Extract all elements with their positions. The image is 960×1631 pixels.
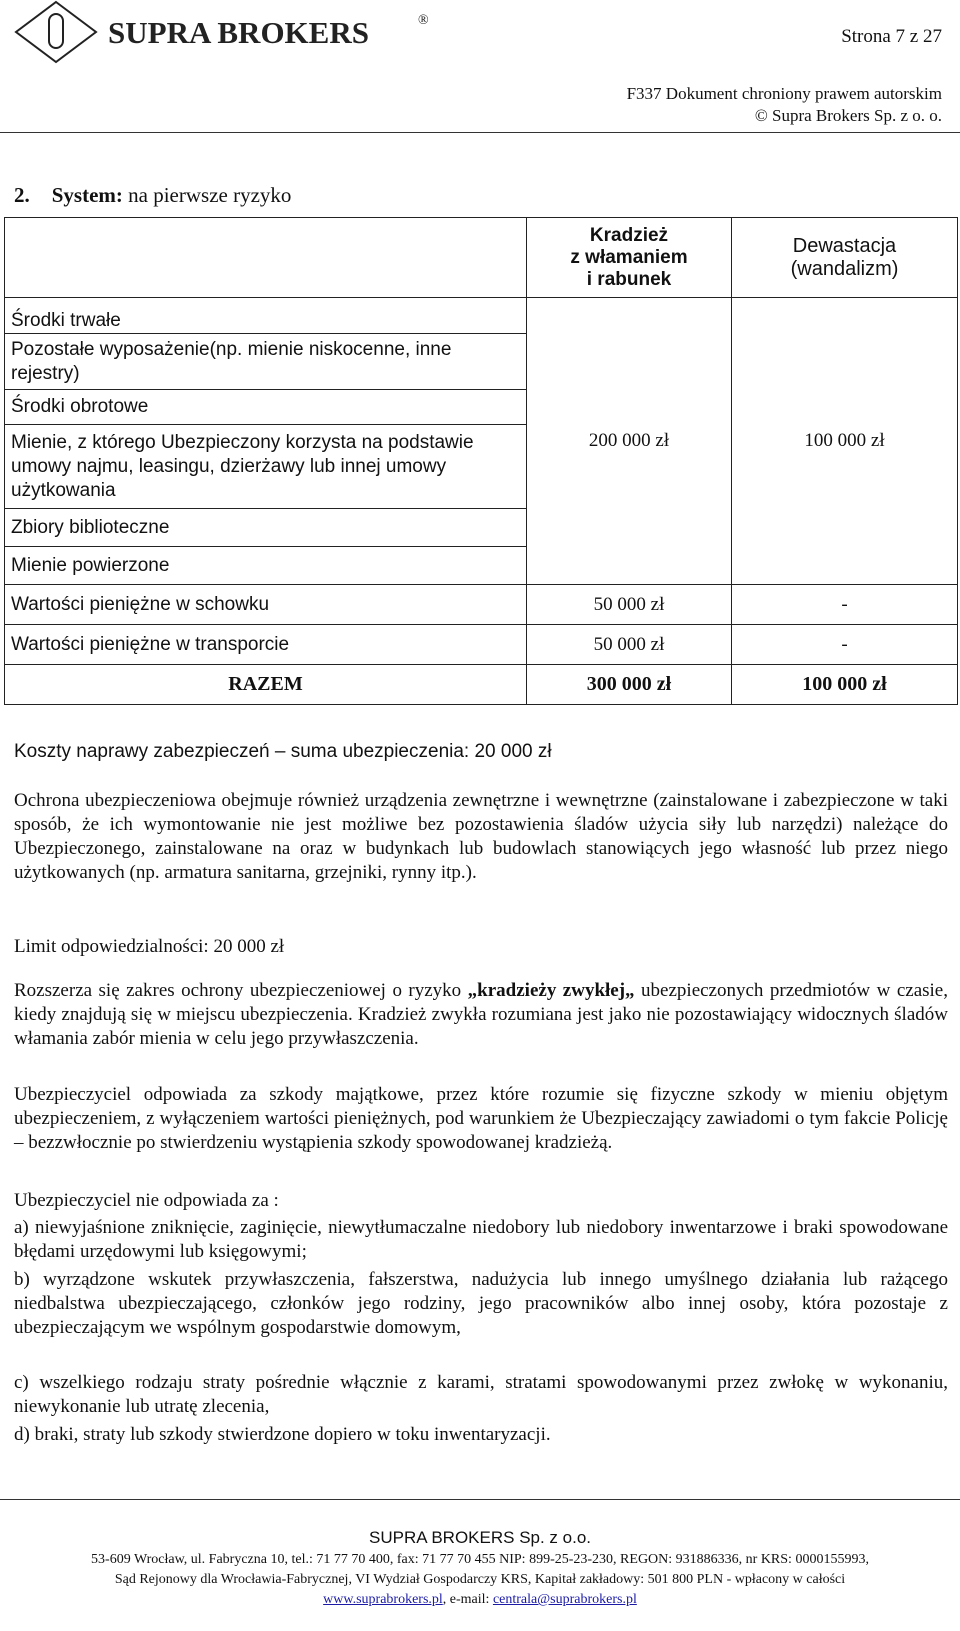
exclusion-item: b) wyrządzone wskutek przywłaszczenia, fałszerstwa, nadużycia lub innego umyślnego działania lub rażącego niedbalstwa ubezpieczającego, członków jego rodziny, jego pracowników albo innej osoby, która pozostaje z ubezpieczającym we wspólnym gospodarstwie domowym,: [14, 1269, 948, 1338]
table-row: [5, 585, 958, 625]
table-item: Mienie, z którego Ubezpieczony korzysta na podstawie umowy najmu, leasingu, dzierżawy lub innej umowy użytkowania: [5, 425, 527, 509]
exclusion-item: a) niewyjaśnione zniknięcie, zaginięcie, niewytłumaczalne niedobory lub niedobory inwentarzowe i braki spowodowane błędami urzędowymi lub księgowymi;: [14, 1217, 948, 1262]
row-label: Wartości pieniężne w schowku: [5, 585, 527, 625]
extension-risk-name: „kradzieży zwykłej„: [467, 980, 635, 1001]
total-row: [5, 665, 958, 705]
registered-mark: ®: [418, 13, 429, 28]
page-number: Strona 7 z 27: [841, 26, 942, 47]
footer-address: 53-609 Wrocław, ul. Fabryczna 10, tel.: 71 77 70 400, fax: 71 77 70 455 NIP: 899-25-23-230, REGON: 931886336, nr KRS: 0000155993,: [91, 1552, 869, 1567]
table-item: Środki obrotowe: [5, 390, 527, 425]
extension-paragraph: Rozszerza się zakres ochrony ubezpieczeniowej o ryzyko „kradzieży zwykłej„ ubezpieczonych przedmiotów w czasie, kiedy znajdują się w miejscu ubezpieczenia. Kradzież zwykła rozumiana jest jako nie pozostawiający widocznych śladów włamania zabór mienia w celu jego przywłaszczenia.: [14, 980, 948, 1049]
footer-contact: [0, 1592, 960, 1608]
footer-divider: [0, 1499, 960, 1500]
table-row: [5, 625, 958, 665]
exclusions-intro: Ubezpieczyciel nie odpowiada za :: [14, 1190, 279, 1211]
liability-paragraph: Ubezpieczyciel odpowiada za szkody majątkowe, przez które rozumie się fizyczne szkody w mieniu objętym ubezpieczeniem, z wyłączeniem wartości pieniężnych, pod warunkiem że Ubezpieczający zawiadomi o tym fakcie Policję – bezzwłocznie po stwierdzeniu wystąpienia szkody spowodowanej kradzieżą.: [14, 1084, 948, 1153]
section-heading: [14, 183, 291, 208]
row-theft: 50 000 zł: [527, 585, 732, 625]
section-number: 2.: [14, 183, 30, 207]
total-theft: 300 000 zł: [527, 665, 732, 705]
section-label: System:: [51, 183, 123, 207]
copyright-owner: © Supra Brokers Sp. z o. o.: [754, 106, 942, 125]
protection-paragraph: Ochrona ubezpieczeniowa obejmuje również urządzenia zewnętrzne i wewnętrzne (zainstalowane i zabezpieczone w taki sposób, że ich wymontowanie nie jest możliwe bez pozostawienia śladów użycia siły lub narzędzi) należące do Ubezpieczonego, zainstalowane na oraz w budynkach lub budowlach stanowiących jego własność lub przez niego użytkowanych (np. armatura sanitarna, grzejniki, rynny itp.).: [14, 790, 948, 883]
col-header-vandal: Dewastacja (wandalizm): [732, 218, 958, 298]
section-title: na pierwsze ryzyko: [128, 183, 292, 207]
supra-brokers-logo: [14, 0, 434, 64]
table-item: Zbiory biblioteczne: [5, 509, 527, 547]
website-link[interactable]: www.suprabrokers.pl: [323, 1592, 443, 1607]
group-value-theft: 200 000 zł: [527, 298, 732, 585]
row-vandal: -: [732, 585, 958, 625]
row-label: Wartości pieniężne w transporcie: [5, 625, 527, 665]
table-item: Pozostałe wyposażenie(np. mienie niskocenne, inne rejestry): [5, 334, 527, 390]
group-value-vandal: 100 000 zł: [732, 298, 958, 585]
exclusion-item: c) wszelkiego rodzaju straty pośrednie włącznie z karami, stratami spowodowanymi przez zwłokę w wykonaniu, niewykonanie lub utratę zlecenia,: [14, 1372, 948, 1417]
row-theft: 50 000 zł: [527, 625, 732, 665]
row-vandal: -: [732, 625, 958, 665]
table-header-row: [5, 218, 958, 298]
logo-wordmark: SUPRA BROKERS: [108, 15, 369, 50]
logo-keyhole-icon: [49, 14, 63, 48]
col-header-theft: Kradzież z włamaniem i rabunek: [527, 218, 732, 298]
header-empty-cell: [5, 218, 527, 298]
email-label: , e-mail:: [442, 1592, 493, 1607]
total-label: RAZEM: [5, 665, 527, 705]
table-item: Środki trwałe: [5, 298, 527, 334]
footer-court: Sąd Rejonowy dla Wrocławia-Fabrycznej, VI Wydział Gospodarczy KRS, Kapitał zakładowy: 501 800 PLN - wpłacony w całości: [114, 1572, 846, 1587]
repair-costs-text: Koszty naprawy zabezpieczeń – suma ubezpieczenia: 20 000 zł: [14, 741, 552, 762]
email-link[interactable]: centrala@suprabrokers.pl: [492, 1592, 637, 1607]
total-vandal: 100 000 zł: [732, 665, 958, 705]
header-divider: [0, 132, 960, 133]
limit-text: Limit odpowiedzialności: 20 000 zł: [14, 936, 285, 957]
copyright-note: F337 Dokument chroniony prawem autorskim: [626, 84, 942, 103]
footer-company: SUPRA BROKERS Sp. z o.o.: [368, 1528, 592, 1547]
table-item: Mienie powierzone: [5, 547, 527, 585]
exclusion-item: d) braki, straty lub szkody stwierdzone dopiero w toku inwentaryzacji.: [14, 1424, 551, 1445]
coverage-table: [4, 217, 958, 705]
